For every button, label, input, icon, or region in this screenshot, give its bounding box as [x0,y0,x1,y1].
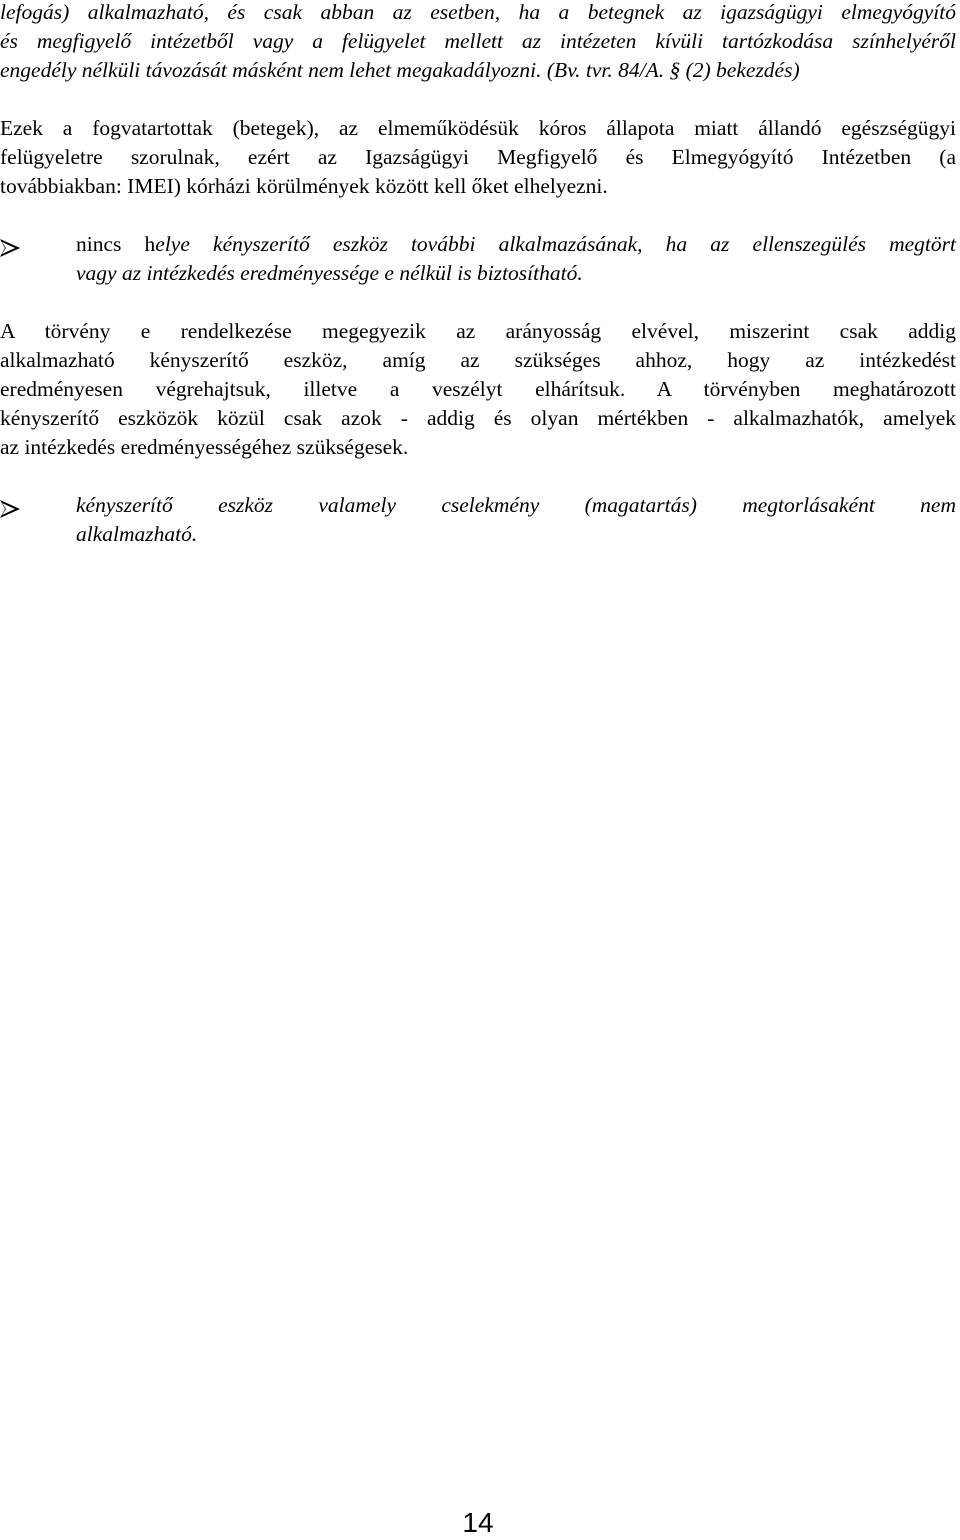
intro-line-2: és megfigyelő intézetből vagy a felügyelet mellett az intézeten kívüli tartózkodása színhelyéről [0,29,956,53]
bullet-item-2-line-2: alkalmazható. [76,522,198,546]
intro-line-3: engedély nélküli távozását másként nem lehet megakadályozni. (Bv. tvr. 84/A. § (2) bekezdés) [0,58,800,82]
intro-line-1: lefogás) alkalmazható, és csak abban az esetben, ha a betegnek az igazságügyi elmegyógyító [0,0,956,24]
paragraph-imei-line-2: felügyeletre szorulnak, ezért az Igazságügyi Megfigyelő és Elmegyógyító Intézetben (a [0,145,956,169]
bullet-item-1-line-2: vagy az intézkedés eredményessége e nélkül is biztosítható. [76,261,583,285]
bullet-item-1-text [76,230,956,288]
paragraph-proportionality-line-3: eredményesen végrehajtsuk, illetve a veszélyt elhárítsuk. A törvényben meghatározott [0,377,956,401]
bullet-item-2-text [76,491,956,549]
paragraph-imei-line-1: Ezek a fogvatartottak (betegek), az elmeműködésük kóros állapota miatt állandó egészségügyi [0,116,956,140]
paragraph-proportionality-line-4: kényszerítő eszközök közül csak azok - addig és olyan mértékben - alkalmazhatók, amelyek [0,406,956,430]
paragraph-proportionality-line-2: alkalmazható kényszerítő eszköz, amíg az szükséges ahhoz, hogy az intézkedést [0,348,956,372]
intro-paragraph [0,0,956,85]
arrowhead-bullet-icon [0,236,22,254]
page-number: 14 [462,1507,494,1538]
arrowhead-bullet-icon [0,497,22,515]
bullet-item-2-line-1: kényszerítő eszköz valamely cselekmény (magatartás) megtorlásaként nem [76,493,956,517]
paragraph-proportionality-line-5: az intézkedés eredményességéhez szükségesek. [0,435,409,459]
bullet-item-1-plain: nincs h [76,232,156,256]
paragraph-proportionality-line-1: A törvény e rendelkezése megegyezik az arányosság elvével, miszerint csak addig [0,319,956,343]
paragraph-imei [0,114,956,201]
bullet-item-1-line-1 [76,230,956,259]
bullet-item-1-italic: elye kényszerítő eszköz további alkalmazásának, ha az ellenszegülés megtört [155,232,956,256]
paragraph-imei-line-3: továbbiakban: IMEI) kórházi körülmények között kell őket elhelyezni. [0,174,608,198]
paragraph-proportionality [0,317,956,462]
